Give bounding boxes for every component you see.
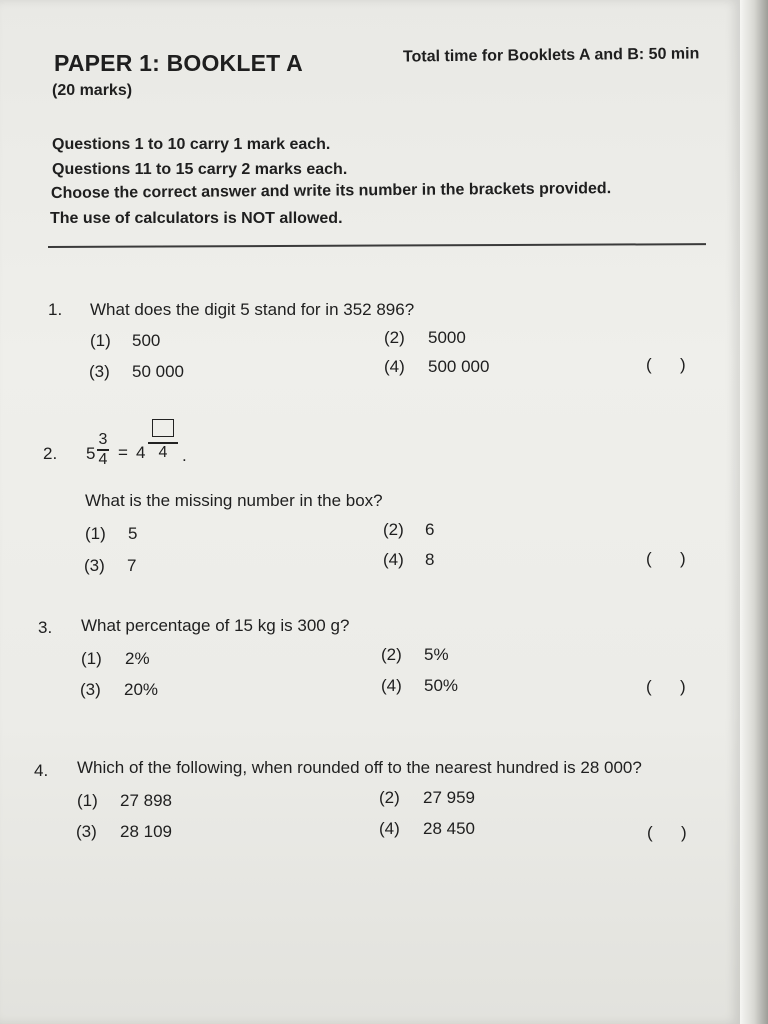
question-number: 1.: [48, 300, 63, 319]
option-value: 8: [425, 550, 435, 569]
option-label: (1): [85, 524, 106, 543]
answer-bracket[interactable]: ( ): [646, 549, 686, 568]
option-label: (1): [81, 649, 102, 668]
mixed-number-whole: 5: [86, 444, 96, 463]
option-value: 27 898: [120, 791, 172, 810]
divider-line: [48, 243, 706, 248]
booklet-spine: [740, 0, 768, 1024]
option-label: (2): [384, 328, 405, 347]
option-value: 27 959: [423, 788, 475, 807]
missing-number-box: [152, 419, 174, 437]
instruction-line: Questions 11 to 15 carry 2 marks each.: [52, 161, 348, 178]
instruction-line: The use of calculators is NOT allowed.: [50, 210, 343, 227]
question-text: Which of the following, when rounded off to the nearest hundred is 28 000?: [77, 758, 642, 777]
option-label: (3): [80, 680, 101, 699]
question-number: 4.: [34, 761, 49, 780]
option-label: (1): [90, 331, 111, 350]
question-number: 2.: [43, 444, 58, 463]
option-label: (4): [379, 819, 400, 838]
option-label: (4): [384, 357, 405, 376]
option-value: 500 000: [428, 357, 490, 376]
answer-bracket[interactable]: ( ): [646, 355, 686, 374]
option-label: (4): [383, 550, 404, 569]
option-value: 28 109: [120, 822, 172, 841]
instruction-line: Questions 1 to 10 carry 1 mark each.: [52, 136, 331, 153]
fraction-numerator: 3: [98, 431, 108, 448]
question-text: What is the missing number in the box?: [85, 491, 383, 510]
fraction-right: [148, 419, 178, 461]
option-label: (3): [76, 822, 97, 841]
question-text: What does the digit 5 stand for in 352 896?: [90, 300, 415, 319]
question-number: 3.: [38, 618, 53, 637]
paper-title: PAPER 1: BOOKLET A: [54, 50, 303, 76]
time-allowed: Total time for Booklets A and B: 50 min: [402, 45, 700, 66]
option-value: 7: [127, 556, 137, 575]
answer-bracket[interactable]: ( ): [646, 677, 686, 696]
option-value: 500: [132, 331, 161, 350]
option-label: (3): [84, 556, 105, 575]
option-label: (4): [381, 676, 402, 695]
option-label: (2): [383, 520, 404, 539]
answer-bracket[interactable]: ( ): [647, 823, 687, 842]
option-value: 50 000: [132, 362, 184, 381]
option-value: 20%: [124, 680, 159, 699]
option-value: 5: [128, 524, 138, 543]
fraction-denominator: 4: [98, 450, 108, 468]
option-value: 50%: [424, 676, 459, 695]
option-value: 28 450: [423, 819, 475, 838]
question-text: What percentage of 15 kg is 300 g?: [81, 616, 350, 635]
fraction-left: [97, 432, 109, 468]
option-label: (1): [77, 791, 98, 810]
option-label: (3): [89, 362, 110, 381]
option-label: (2): [379, 788, 400, 807]
mixed-number-whole: 4: [136, 443, 146, 462]
option-label: (2): [381, 645, 402, 664]
total-marks: (20 marks): [52, 82, 133, 99]
fraction-denominator: 4: [158, 443, 168, 461]
option-value: 2%: [125, 649, 150, 668]
equation-period: .: [182, 446, 187, 465]
fraction-numerator: [148, 419, 178, 441]
option-value: 5000: [428, 328, 466, 347]
instruction-line: Choose the correct answer and write its number in the brackets provided.: [50, 180, 612, 202]
option-value: 6: [425, 520, 435, 539]
equals-sign: =: [118, 443, 128, 462]
option-value: 5%: [424, 645, 449, 664]
